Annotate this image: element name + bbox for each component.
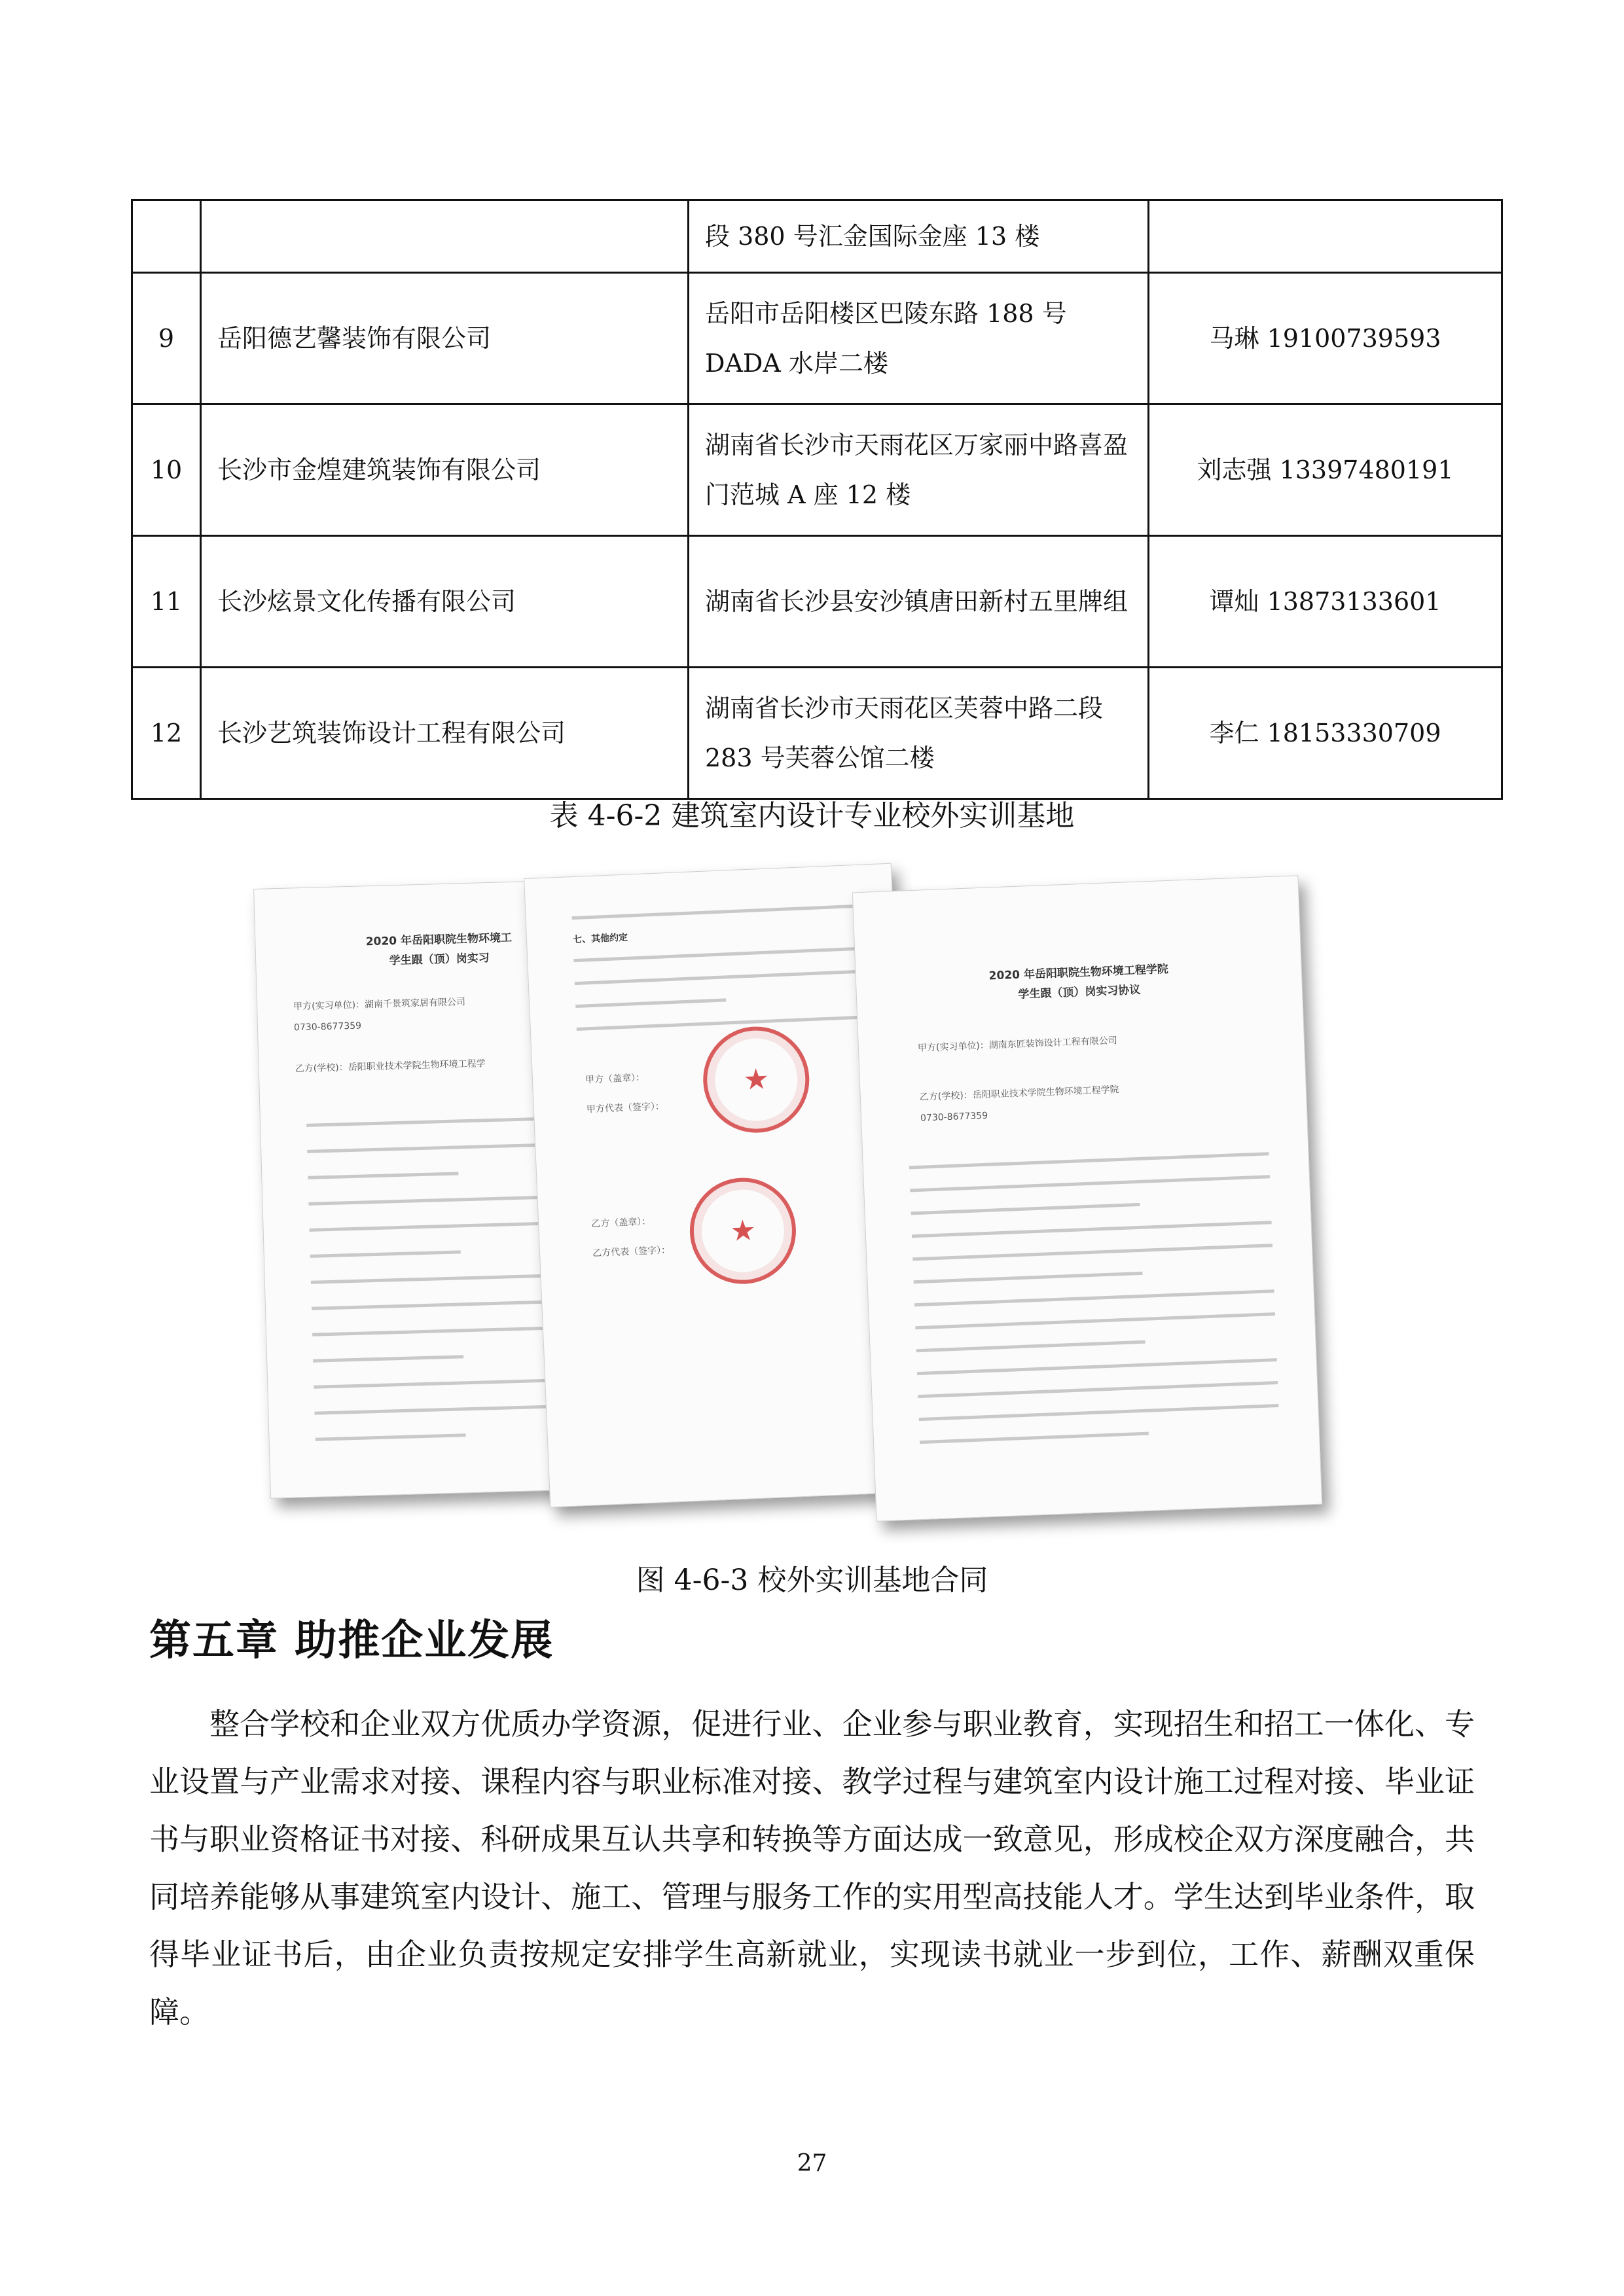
company-address: 湖南省长沙县安沙镇唐田新村五里牌组 — [689, 536, 1149, 668]
contract-sheet-right — [852, 875, 1322, 1521]
company-address: 段 380 号汇金国际金座 13 楼 — [689, 200, 1149, 273]
company-name: 长沙艺筑装饰设计工程有限公司 — [201, 668, 689, 799]
company-name: 岳阳德艺馨装饰有限公司 — [201, 273, 689, 404]
table-caption: 表 4-6-2 建筑室内设计专业校外实训基地 — [549, 799, 1075, 833]
sheet-party-b-seal: 乙方（盖章）： — [590, 1216, 651, 1230]
sheet-subtitle: 学生跟（顶）岗实习协议 — [1018, 983, 1141, 1001]
sheet-title: 2020 年岳阳职院生物环境工程学院 — [988, 962, 1169, 983]
figure-caption: 图 4-6-3 校外实训基地合同 — [636, 1564, 988, 1597]
table-row — [132, 668, 1502, 799]
sheet-phone: 0730-8677359 — [293, 1020, 362, 1033]
company-address: 岳阳市岳阳楼区巴陵东路 188 号 DADA 水岸二楼 — [689, 273, 1149, 404]
company-contact: 马琳 19100739593 — [1149, 273, 1502, 404]
chapter-title: 第五章 助推企业发展 — [149, 1617, 554, 1665]
sheet-party-b: 乙方(学校)：岳阳职业技术学院生物环境工程学 — [295, 1058, 486, 1075]
company-name: 长沙市金煌建筑装饰有限公司 — [201, 404, 689, 536]
training-base-table — [131, 199, 1503, 800]
page-number: 27 — [797, 2150, 827, 2177]
sheet-title: 2020 年岳阳职院生物环境工 — [365, 931, 513, 949]
sheet-subtitle: 学生跟（顶）岗实习 — [389, 952, 490, 968]
row-number: 12 — [132, 668, 201, 799]
sheet-section-heading: 七、其他约定 — [572, 932, 628, 946]
company-contact: 刘志强 13397480191 — [1149, 404, 1502, 536]
chapter-paragraph: 整合学校和企业双方优质办学资源，促进行业、企业参与职业教育，实现招生和招工一体化、专业设置与产业需求对接、课程内容与职业标准对接、教学过程与建筑室内设计施工过程对接、毕业证书与职业资格证书对接、科研成果互认共享和转换等方面达成一致意见，形成校企双方深度融合，共同培养能够从事建筑室内设计、施工、管理与服务工作的实用型高技能人才。学生达到毕业条件，取得毕业证书后，由企业负责按规定安排学生高新就业，实现读书就业一步到位，工作、薪酬双重保障。 — [149, 1706, 1475, 2030]
sheet-party-a: 甲方(实习单位)：湖南东匠装饰设计工程有限公司 — [917, 1035, 1118, 1054]
sheet-party-a: 甲方(实习单位)：湖南千景筑家居有限公司 — [293, 997, 466, 1013]
row-number — [132, 200, 201, 273]
sheet-phone: 0730-8677359 — [920, 1110, 988, 1124]
company-contact: 谭灿 13873133601 — [1149, 536, 1502, 668]
table-row — [132, 273, 1502, 404]
table-row — [132, 536, 1502, 668]
contract-photo — [242, 851, 1381, 1545]
company-contact — [1149, 200, 1502, 273]
company-address: 湖南省长沙市天雨花区万家丽中路喜盈门范城 A 座 12 楼 — [689, 404, 1149, 536]
company-name: 长沙炫景文化传播有限公司 — [201, 536, 689, 668]
company-address: 湖南省长沙市天雨花区芙蓉中路二段 283 号芙蓉公馆二楼 — [689, 668, 1149, 799]
table-row — [132, 200, 1502, 273]
sheet-party-b: 乙方(学校)：岳阳职业技术学院生物环境工程学院 — [919, 1085, 1119, 1103]
company-contact: 李仁 18153330709 — [1149, 668, 1502, 799]
sheet-rep-a: 甲方代表（签字）： — [586, 1101, 665, 1115]
table-row — [132, 404, 1502, 536]
company-name — [201, 200, 689, 273]
school-seal — [688, 1175, 799, 1286]
company-seal — [701, 1024, 812, 1135]
row-number: 11 — [132, 536, 201, 668]
row-number: 10 — [132, 404, 201, 536]
sheet-rep-b: 乙方代表（签字）： — [592, 1245, 671, 1259]
sheet-party-a-seal: 甲方（盖章）： — [585, 1072, 645, 1086]
row-number: 9 — [132, 273, 201, 404]
